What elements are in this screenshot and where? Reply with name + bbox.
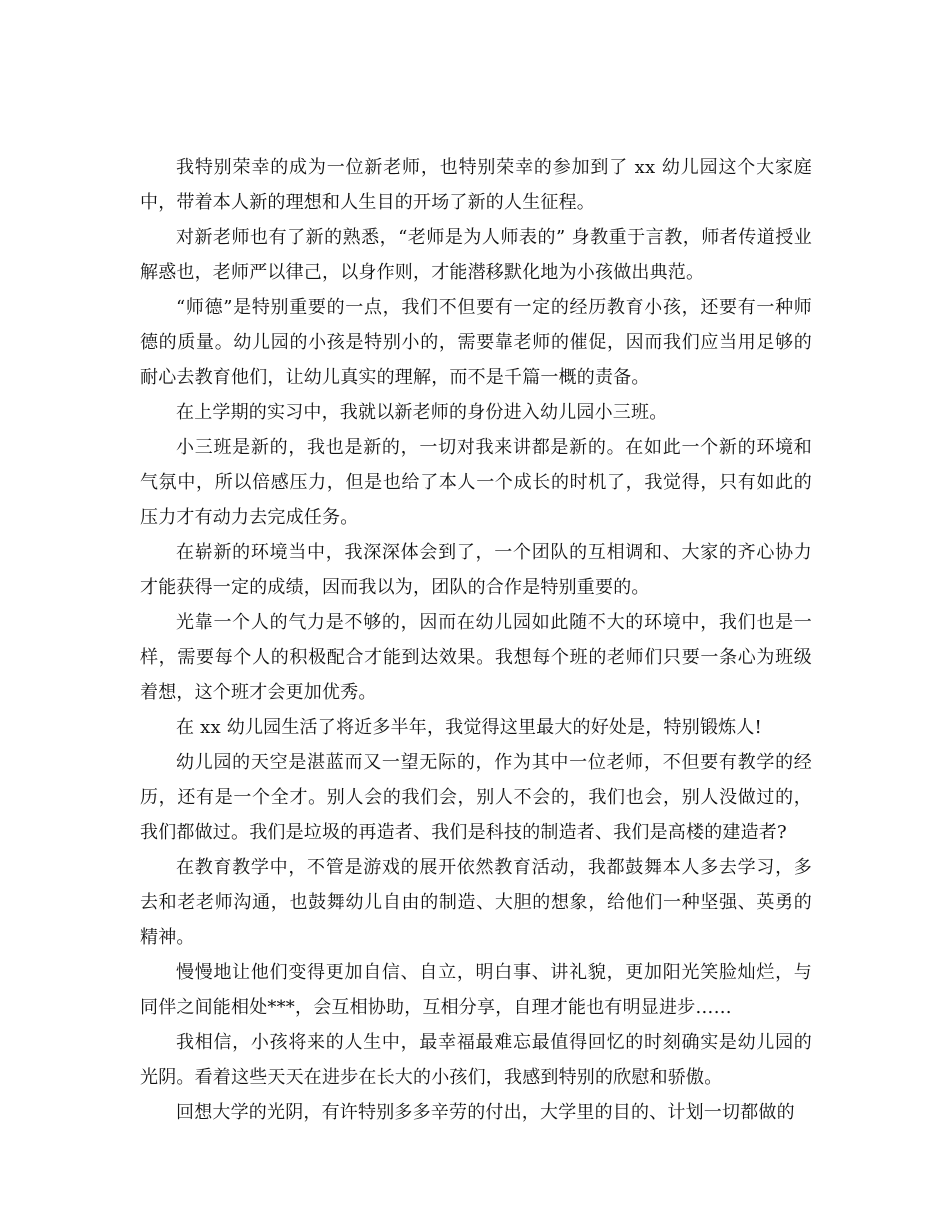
paragraph-8: 在 xx 幼儿园生活了将近多半年，我觉得这里最大的好处是，特别锻炼人! [176, 717, 762, 738]
paragraph-2: 对新老师也有了新的熟悉，“老师是为人师表的” 身教重于言教，师者传道授业解惑也，老师严以律己，以身作则，才能潜移默化地为小孩做出典范。 [140, 227, 812, 283]
paragraph-7: 光靠一个人的气力是不够的，因而在幼儿园如此随不大的环境中，我们也是一样，需要每个人的积极配合才能到达效果。我想每个班的老师们只要一条心为班级着想，这个班才会更加优秀。 [140, 612, 812, 703]
paragraph-5: 小三班是新的，我也是新的，一切对我来讲都是新的。在如此一个新的环境和气氛中，所以倍感压力，但是也给了本人一个成长的时机了，我觉得，只有如此的压力才有动力去完成任务。 [140, 437, 812, 528]
paragraph-4: 在上学期的实习中，我就以新老师的身份进入幼儿园小三班。 [176, 402, 668, 423]
paragraph-6: 在崭新的环境当中，我深深体会到了，一个团队的互相调和、大家的齐心协力才能获得一定的成绩，因而我以为，团队的合作是特别重要的。 [140, 542, 812, 598]
paragraph-12: 我相信，小孩将来的人生中，最幸福最难忘最值得回忆的时刻确实是幼儿园的光阴。看着这些天天在进步在长大的小孩们，我感到特别的欣慰和骄傲。 [140, 1032, 812, 1088]
paragraph-9: 幼儿园的天空是湛蓝而又一望无际的，作为其中一位老师，不但要有教学的经历，还有是一个全才。别人会的我们会，别人不会的，我们也会，别人没做过的，我们都做过。我们是垃圾的再造者、我们是科技的制造者、我们是高楼的建造者? [140, 752, 812, 843]
paragraph-11: 慢慢地让他们变得更加自信、自立，明白事、讲礼貌，更加阳光笑脸灿烂，与同伴之间能相处***，会互相协助，互相分享，自理才能也有明显进步…… [140, 962, 812, 1018]
paragraph-10: 在教育教学中，不管是游戏的展开依然教育活动，我都鼓舞本人多去学习，多去和老老师沟通，也鼓舞幼儿自由的制造、大胆的想象，给他们一种坚强、英勇的精神。 [140, 857, 812, 948]
paragraph-13: 回想大学的光阴，有许特别多多辛劳的付出，大学里的目的、计划一切都做的 [176, 1102, 795, 1123]
document-body [140, 150, 812, 1130]
paragraph-1: 我特别荣幸的成为一位新老师，也特别荣幸的参加到了 xx 幼儿园这个大家庭中，带着本人新的理想和人生目的开场了新的人生征程。 [140, 157, 812, 213]
paragraph-3: “师德”是特别重要的一点，我们不但要有一定的经历教育小孩，还要有一种师德的质量。幼儿园的小孩是特别小的，需要靠老师的催促，因而我们应当用足够的耐心去教育他们，让幼儿真实的理解，而不是千篇一概的责备。 [140, 297, 812, 388]
